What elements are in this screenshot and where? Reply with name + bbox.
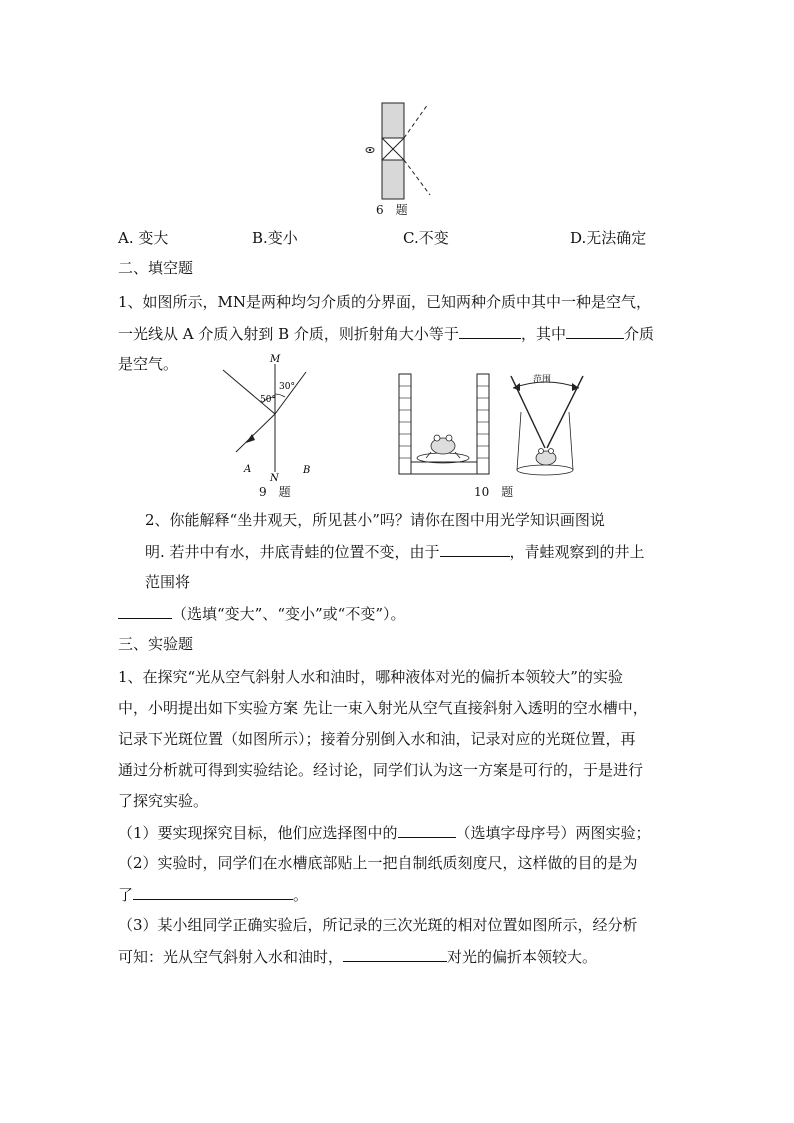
figure-9-caption: 9 题: [259, 485, 291, 499]
answer-blank[interactable]: [343, 946, 447, 962]
answer-blank[interactable]: [566, 323, 624, 339]
answer-blank[interactable]: [118, 603, 172, 619]
exp1-line3: 记录下光斑位置（如图所示）；接着分别倒入水和油，记录对应的光斑位置，再: [118, 730, 636, 748]
section-3-heading: 三、实验题: [118, 635, 194, 653]
answer-blank[interactable]: [133, 884, 293, 900]
label-a: A: [244, 464, 252, 475]
q1-line3: 是空气。: [118, 355, 179, 373]
exp1-sub3b: 可知：光从空气斜射入水和油时， 对光的偏折本领较大。: [118, 948, 598, 966]
q2-line2: 明. 若井中有水，井底青蛙的位置不变，由于 ，青蛙观察到的井上: [145, 543, 645, 561]
figure-6-diagram: [360, 100, 440, 202]
option-d: D.无法确定: [570, 229, 647, 247]
answer-blank[interactable]: [398, 822, 456, 838]
q1-line2: 一光线从 A 介质入射到 B 介质，则折射角大小等于 ，其中 介质: [118, 325, 654, 343]
answer-blank[interactable]: [459, 323, 521, 339]
range-label: 范围: [533, 375, 552, 385]
option-b: B.变小: [252, 229, 298, 247]
exp1-line2: 中，小明提出如下实验方案 先让一束入射光从空气直接斜射入透明的空水槽中，: [118, 699, 648, 717]
q2-line1: 2、你能解释“坐井观天，所见甚小”吗？请你在图中用光学知识画图说: [145, 511, 605, 529]
exp1-line4: 通过分析就可得到实验结论。经讨论，同学们认为这一方案是可行的，于是进行: [118, 761, 644, 779]
angle-50: 50°: [260, 395, 276, 405]
option-a: A. 变大: [118, 229, 169, 247]
label-b: B: [303, 465, 311, 476]
section-2-heading: 二、填空题: [118, 259, 194, 277]
figure-10-caption: 10 题: [474, 485, 514, 499]
label-n: N: [270, 473, 279, 482]
answer-blank[interactable]: [440, 541, 510, 557]
exp1-line1: 1、在探究“光从空气斜射人水和油时，哪种液体对光的偏折本领较大”的实验: [118, 668, 623, 686]
frog-icon: [536, 449, 556, 466]
exp1-sub2a: （2）实验时，同学们在水槽底部贴上一把自制纸质刻度尺，这样做的目的是为: [118, 854, 638, 872]
figure-10-diagram: [393, 362, 603, 482]
angle-30: 30°: [279, 382, 295, 392]
q2-line4: （选填“变大”、“变小”或“不变”）。: [118, 603, 406, 624]
exp1-line5: 了探究实验。: [118, 792, 209, 810]
q1-line1: 1、如图所示，MN是两种均匀介质的分界面，已知两种介质中其中一种是空气，: [118, 293, 652, 311]
figure-9-diagram: [218, 352, 328, 482]
option-c: C.不变: [403, 229, 449, 247]
exp1-sub1: （1）要实现探究目标，他们应选择图中的 （选填字母序号）两图实验；: [118, 824, 651, 842]
frog-icon: [426, 435, 460, 458]
exp1-sub2b: 了 。: [118, 886, 309, 904]
q2-line3: 范围将: [145, 573, 191, 591]
exp1-sub3a: （3）某小组同学正确实验后，所记录的三次光斑的相对位置如图所示，经分析: [118, 916, 638, 934]
figure-6-caption: 6 题: [376, 203, 408, 217]
label-m: M: [270, 354, 281, 365]
